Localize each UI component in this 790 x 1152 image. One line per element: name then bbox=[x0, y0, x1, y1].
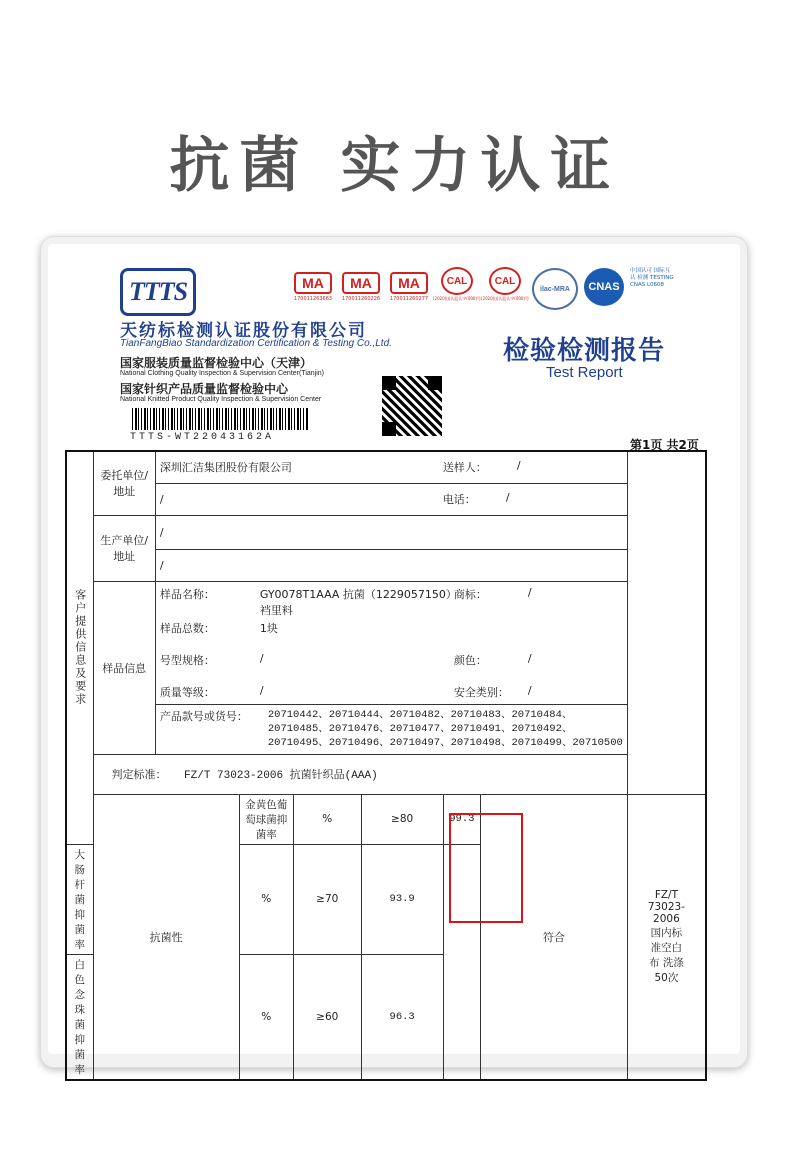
qr-code bbox=[382, 376, 442, 436]
sender-label: 送样人： bbox=[442, 461, 487, 475]
result-requirement: ≥60 bbox=[293, 954, 361, 1080]
model-label: 号型规格： bbox=[159, 653, 215, 667]
result-value: 96.3 bbox=[361, 954, 443, 1080]
company-name-en: TianFangBiao Standardization Certification & Testing Co.,Ltd. bbox=[120, 338, 392, 349]
style-numbers: 20710442、20710444、20710482、20710483、20710484、20710485、20710476、20710477、20710491、20710492、20710495、20710496、20710497、20710498、20710499、20710500 bbox=[267, 709, 623, 749]
sample-name-label: 样品名称： bbox=[159, 587, 215, 601]
model-value: / bbox=[259, 651, 264, 665]
result-requirement: ≥70 bbox=[293, 844, 361, 954]
client-name: 深圳汇洁集团股份有限公司 bbox=[159, 461, 292, 475]
phone-label: 电话： bbox=[442, 493, 476, 506]
result-value: 93.9 bbox=[361, 844, 443, 954]
barcode bbox=[132, 408, 308, 430]
client-section-label: 客户提供信息及要求 bbox=[66, 451, 93, 844]
standard-label: 判定标准： bbox=[111, 768, 167, 781]
report-title-cn: 检验检测报告 bbox=[503, 336, 666, 366]
result-requirement: ≥80 bbox=[361, 794, 443, 844]
report-title-en: Test Report bbox=[546, 364, 623, 381]
color-value: / bbox=[527, 651, 532, 665]
cma-mark-2: MA 170011260226 bbox=[340, 268, 382, 310]
knitted-center-en: National Knitted Product Quality Inspection & Supervision Center bbox=[120, 396, 322, 403]
page-info: 第1页 共2页 bbox=[630, 438, 699, 452]
result-item-name: 金黄色葡萄球菌抑菌率 bbox=[239, 794, 293, 844]
ilac-mra-logo: ilac-MRA bbox=[532, 268, 578, 310]
result-row bbox=[66, 794, 706, 844]
producer-label: 生产单位/地址 bbox=[93, 515, 155, 581]
test-method: FZ/T 73023-2006 国内标准空白布 洗涤50次 bbox=[627, 794, 706, 1080]
style-label: 产品款号或货号： bbox=[159, 710, 248, 723]
knitted-center-cn: 国家针织产品质量监督检验中心 bbox=[120, 382, 289, 396]
sample-name: GY0078T1AAA 抗菌（1229057150）裆里料 bbox=[259, 587, 452, 617]
client-name-row bbox=[155, 451, 627, 483]
safety-label: 安全类别： bbox=[453, 685, 509, 699]
grade-value: / bbox=[259, 683, 264, 697]
cma-mark-3: MA 170011260277 bbox=[388, 268, 430, 310]
certification-marks bbox=[292, 268, 674, 310]
sender-value: / bbox=[516, 459, 521, 473]
cal-mark-1: CAL (2020)国认监认字(090)号 bbox=[436, 268, 478, 310]
result-unit: % bbox=[239, 954, 293, 1080]
client-label: 委托单位/地址 bbox=[93, 451, 155, 515]
sample-details bbox=[155, 581, 627, 704]
cma-mark-1: MA 170011263663 bbox=[292, 268, 334, 310]
client-address-row bbox=[155, 483, 627, 515]
standard-row bbox=[93, 754, 627, 794]
brand-value: / bbox=[527, 585, 532, 599]
sample-count-label: 样品总数： bbox=[159, 621, 215, 635]
ttts-logo: TTTS bbox=[120, 268, 196, 316]
clothing-center-cn: 国家服装质量监督检验中心（天津） bbox=[120, 356, 313, 370]
clothing-center-en: National Clothing Quality Inspection & Supervision Center(Tianjin) bbox=[120, 370, 325, 377]
producer-name: / bbox=[155, 515, 627, 549]
phone-value: / bbox=[505, 491, 510, 504]
standard-value: FZ/T 73023-2006 抗菌针织品(AAA) bbox=[184, 770, 378, 782]
verdict: 符合 bbox=[481, 794, 628, 1080]
sample-label: 样品信息 bbox=[93, 581, 155, 754]
result-unit: % bbox=[293, 794, 361, 844]
client-address: / bbox=[159, 492, 164, 506]
company-name-cn: 天纺标检测认证股份有限公司 bbox=[120, 321, 367, 341]
report-table bbox=[65, 450, 707, 1081]
result-item-name: 大肠杆菌抑菌率 bbox=[66, 844, 93, 954]
antibacterial-label: 抗菌性 bbox=[93, 794, 239, 1080]
brand-label: 商标： bbox=[453, 587, 487, 601]
cnas-logo: CNAS bbox=[584, 268, 624, 306]
color-label: 颜色： bbox=[453, 653, 487, 667]
report-paper bbox=[48, 244, 740, 1076]
page-headline: 抗菌 实力认证 bbox=[169, 131, 621, 201]
result-unit: % bbox=[239, 844, 293, 954]
report-number: TTTS-WT22043162A bbox=[130, 432, 275, 443]
result-value: 99.3 bbox=[443, 794, 480, 844]
style-numbers-row bbox=[155, 704, 627, 754]
sample-count: 1块 bbox=[259, 621, 278, 635]
report-frame bbox=[40, 236, 748, 1076]
result-item-name: 白色念珠菌抑菌率 bbox=[66, 954, 93, 1080]
producer-address: / bbox=[155, 549, 627, 581]
cnas-text: 中国认可 国际互认 检测 TESTING CNAS L0608 bbox=[630, 268, 674, 288]
safety-value: / bbox=[527, 683, 532, 697]
cal-mark-2: CAL (2020)国认监认字(090)号 bbox=[484, 268, 526, 310]
grade-label: 质量等级： bbox=[159, 685, 215, 699]
